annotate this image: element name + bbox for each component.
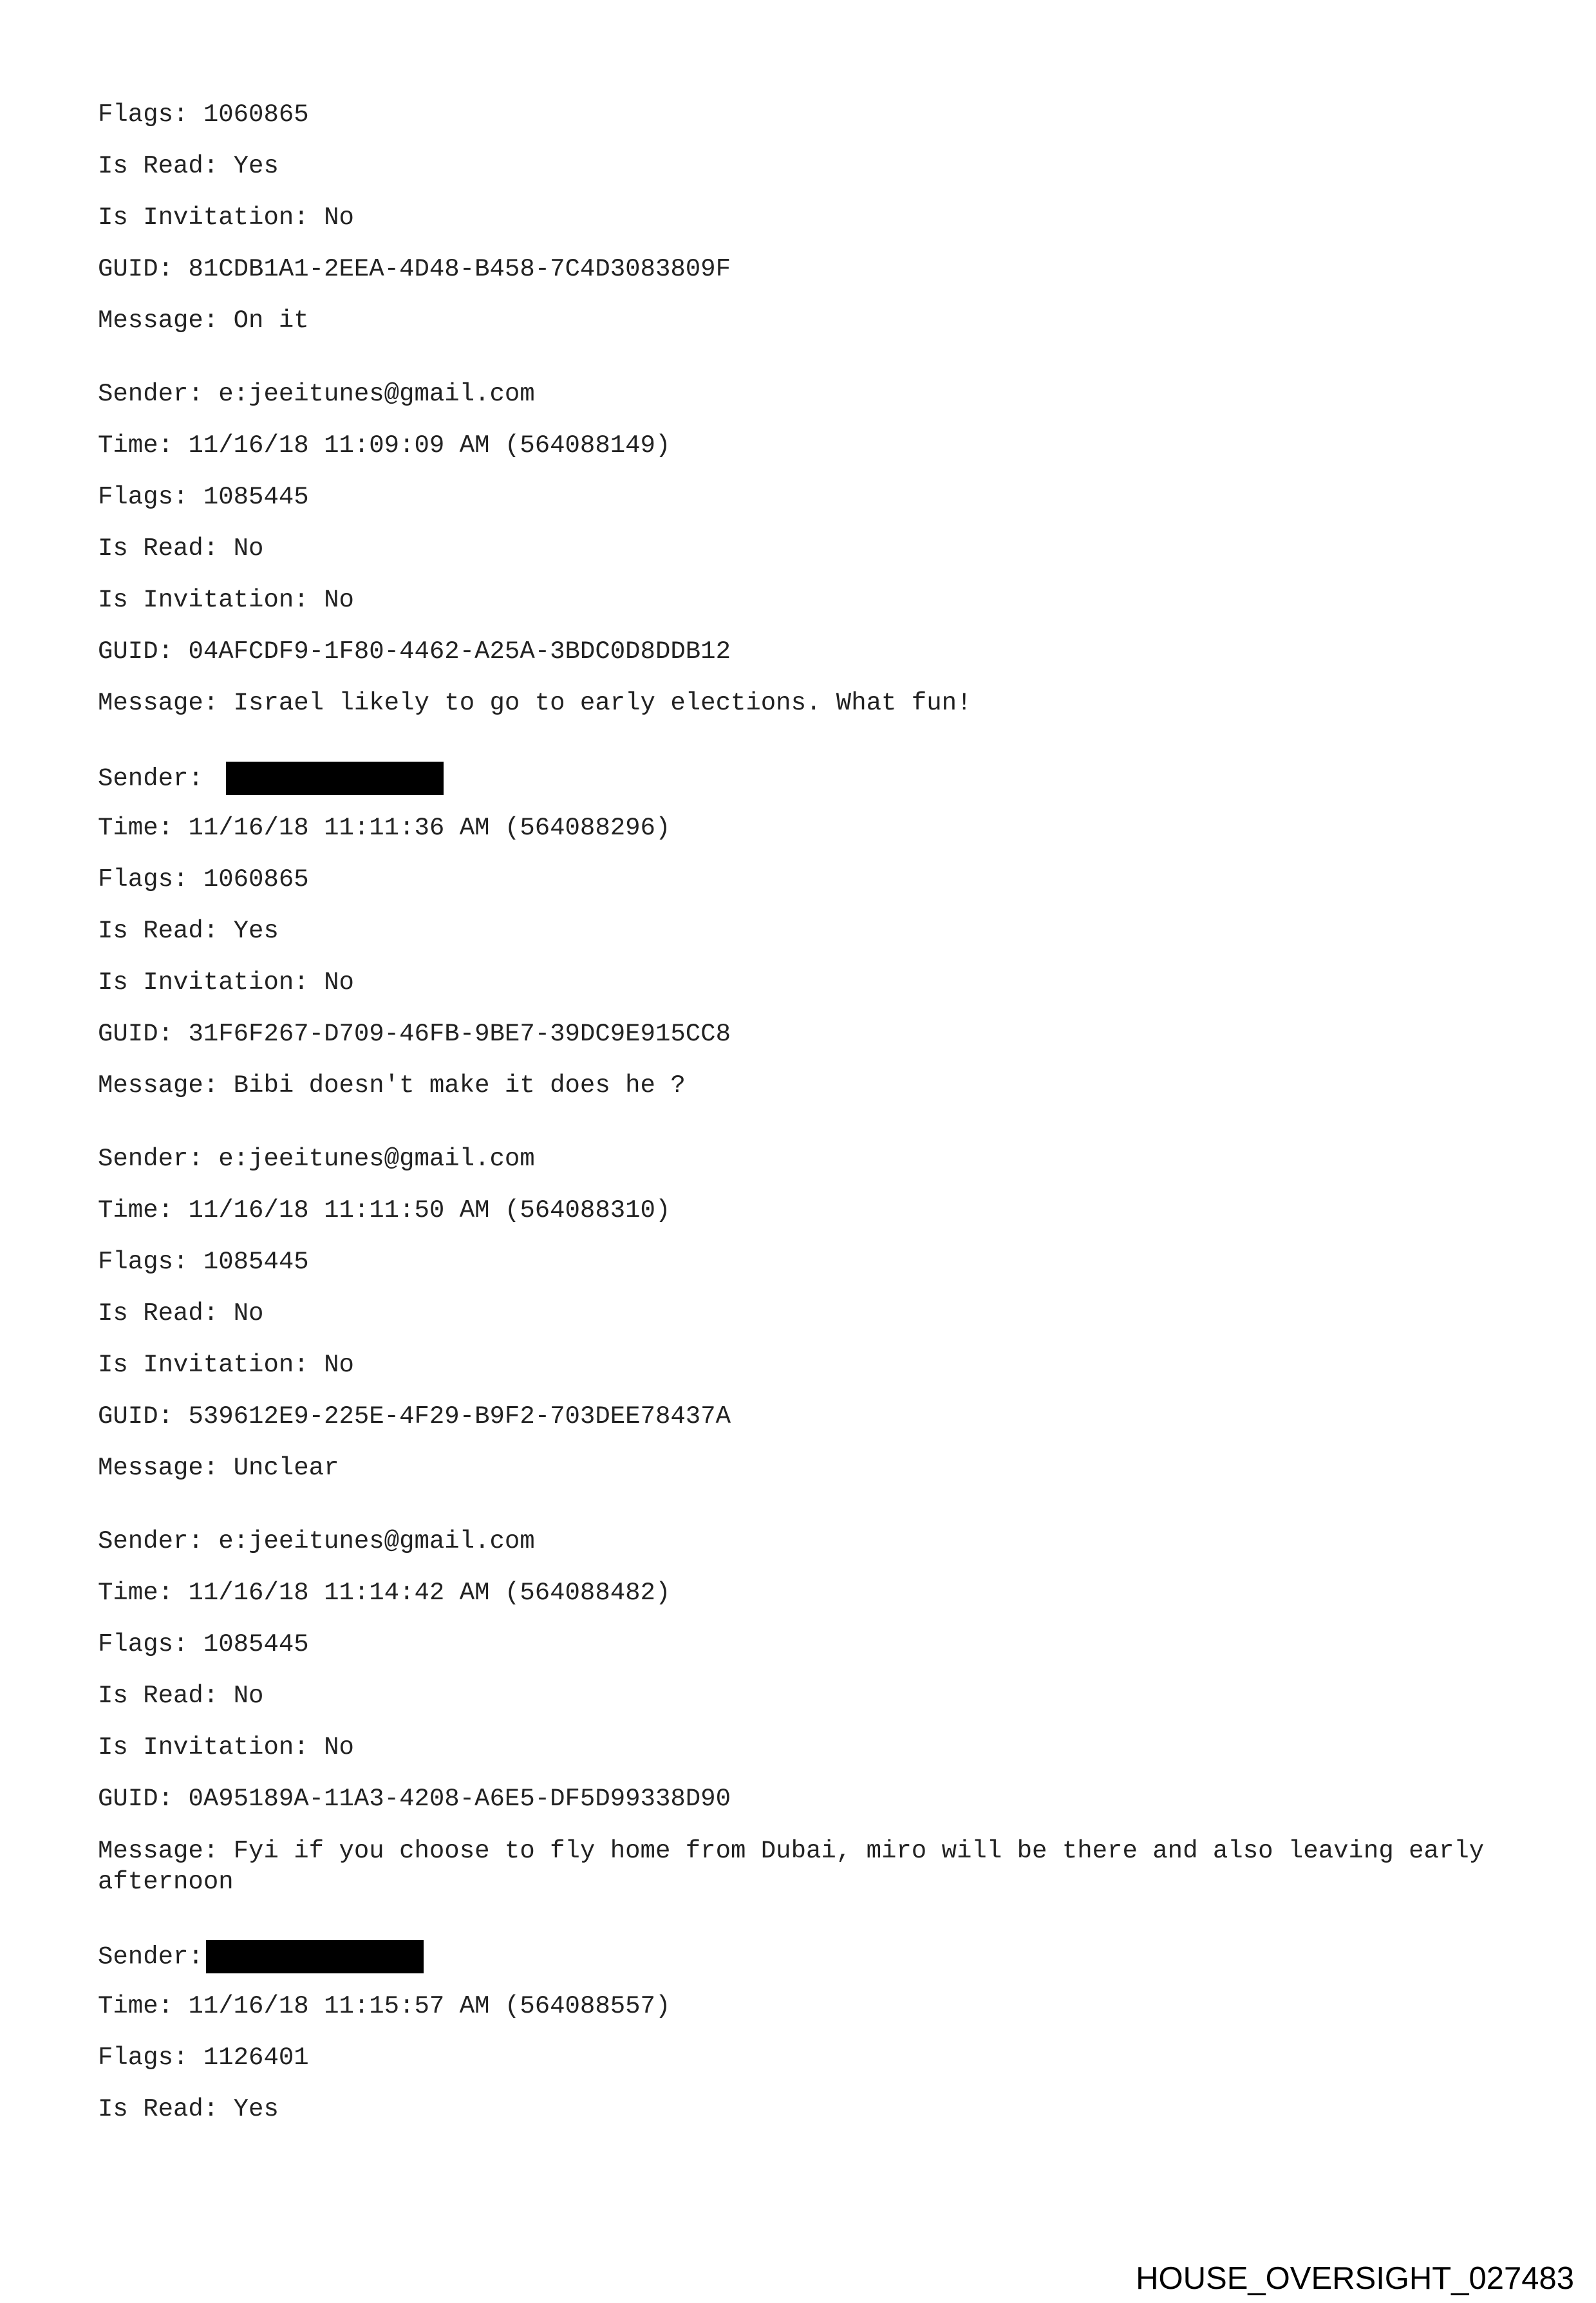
- guid-label: GUID:: [98, 1020, 174, 1048]
- guid-value: 81CDB1A1-2EEA-4D48-B458-7C4D3083809F: [188, 255, 731, 283]
- time-label: Time:: [98, 1992, 174, 2020]
- sender-row: [98, 379, 1514, 431]
- is-read-label: Is Read:: [98, 2095, 219, 2123]
- message-record: [98, 1144, 1514, 1505]
- time-row: [98, 813, 1514, 865]
- time-label: Time:: [98, 431, 174, 460]
- message-value: Unclear: [233, 1454, 339, 1482]
- time-row: [98, 1578, 1514, 1630]
- message-label: Message:: [98, 1071, 219, 1100]
- sender-row: [98, 1940, 1514, 1991]
- flags-label: Flags:: [98, 100, 189, 129]
- flags-row: [98, 1247, 1514, 1299]
- is-read-value: No: [233, 1682, 264, 1710]
- flags-row: [98, 1630, 1514, 1681]
- sender-label: Sender:: [98, 380, 203, 408]
- redaction-box: [206, 1940, 424, 1973]
- sender-row: [98, 762, 1514, 813]
- message-row: [98, 688, 1514, 740]
- is-invitation-value: No: [324, 968, 354, 997]
- time-value: 11/16/18 11:14:42 AM (564088482): [188, 1579, 671, 1607]
- time-value: 11/16/18 11:11:36 AM (564088296): [188, 814, 671, 842]
- is-invitation-value: No: [324, 203, 354, 232]
- message-label: Message:: [98, 1837, 219, 1865]
- time-value: 11/16/18 11:15:57 AM (564088557): [188, 1992, 671, 2020]
- guid-row: [98, 254, 1514, 306]
- guid-value: 31F6F267-D709-46FB-9BE7-39DC9E915CC8: [188, 1020, 731, 1048]
- message-row: [98, 1453, 1514, 1505]
- time-row: [98, 1991, 1514, 2043]
- guid-value: 539612E9-225E-4F29-B9F2-703DEE78437A: [188, 1402, 731, 1431]
- flags-value: 1085445: [203, 1248, 309, 1276]
- message-record: [98, 1940, 1514, 2146]
- is-invitation-label: Is Invitation:: [98, 1733, 309, 1762]
- message-value: Fyi if you choose to fly home from Dubai, miro will be there and also leaving early afternoon: [98, 1837, 1485, 1896]
- sender-label: Sender:: [98, 1145, 203, 1173]
- is-read-row: [98, 916, 1514, 968]
- sender-row: [98, 1527, 1514, 1578]
- is-read-row: [98, 1681, 1514, 1733]
- guid-row: [98, 1402, 1514, 1453]
- flags-label: Flags:: [98, 483, 189, 511]
- time-row: [98, 431, 1514, 482]
- message-row: [98, 306, 1514, 357]
- flags-value: 1060865: [203, 865, 309, 894]
- is-invitation-value: No: [324, 1351, 354, 1379]
- is-read-value: Yes: [233, 152, 279, 180]
- flags-value: 1085445: [203, 483, 309, 511]
- flags-value: 1085445: [203, 1630, 309, 1659]
- message-record: [98, 379, 1514, 740]
- sender-value: e:jeeitunes@gmail.com: [218, 380, 535, 408]
- flags-label: Flags:: [98, 865, 189, 894]
- is-read-value: No: [233, 1299, 264, 1328]
- sender-row: [98, 1144, 1514, 1196]
- is-read-row: [98, 1299, 1514, 1350]
- is-invitation-value: No: [324, 586, 354, 614]
- message-value: Bibi doesn't make it does he ?: [233, 1071, 686, 1100]
- flags-value: 1126401: [203, 2044, 309, 2072]
- is-read-label: Is Read:: [98, 1682, 219, 1710]
- flags-value: 1060865: [203, 100, 309, 129]
- redaction-box: [226, 762, 444, 795]
- is-read-row: [98, 2094, 1514, 2146]
- guid-row: [98, 1019, 1514, 1071]
- sender-value: e:jeeitunes@gmail.com: [218, 1145, 535, 1173]
- message-value: Israel likely to go to early elections. What fun!: [233, 689, 972, 717]
- is-invitation-row: [98, 203, 1514, 254]
- message-record: [98, 100, 1514, 357]
- is-invitation-row: [98, 1733, 1514, 1784]
- sender-label: Sender:: [98, 1942, 203, 1971]
- guid-label: GUID:: [98, 637, 174, 666]
- is-invitation-row: [98, 585, 1514, 637]
- message-row: [98, 1836, 1501, 1918]
- message-label: Message:: [98, 306, 219, 335]
- flags-label: Flags:: [98, 1630, 189, 1659]
- is-read-value: Yes: [233, 917, 279, 945]
- is-read-row: [98, 534, 1514, 585]
- is-invitation-row: [98, 968, 1514, 1019]
- time-value: 11/16/18 11:11:50 AM (564088310): [188, 1196, 671, 1225]
- message-value: On it: [233, 306, 309, 335]
- sender-value: e:jeeitunes@gmail.com: [218, 1527, 535, 1556]
- time-label: Time:: [98, 1579, 174, 1607]
- guid-label: GUID:: [98, 255, 174, 283]
- time-value: 11/16/18 11:09:09 AM (564088149): [188, 431, 671, 460]
- guid-label: GUID:: [98, 1785, 174, 1813]
- flags-label: Flags:: [98, 2044, 189, 2072]
- is-invitation-value: No: [324, 1733, 354, 1762]
- flags-row: [98, 482, 1514, 534]
- bates-number: HOUSE_OVERSIGHT_027483: [1136, 2261, 1574, 2296]
- guid-row: [98, 1784, 1514, 1836]
- guid-row: [98, 637, 1514, 688]
- is-read-label: Is Read:: [98, 152, 219, 180]
- guid-label: GUID:: [98, 1402, 174, 1431]
- sender-label: Sender:: [98, 1527, 203, 1556]
- is-invitation-label: Is Invitation:: [98, 968, 309, 997]
- flags-row: [98, 865, 1514, 916]
- is-read-label: Is Read:: [98, 534, 219, 563]
- time-label: Time:: [98, 1196, 174, 1225]
- is-invitation-label: Is Invitation:: [98, 586, 309, 614]
- message-label: Message:: [98, 1454, 219, 1482]
- guid-value: 0A95189A-11A3-4208-A6E5-DF5D99338D90: [188, 1785, 731, 1813]
- is-read-row: [98, 151, 1514, 203]
- flags-row: [98, 2043, 1514, 2094]
- is-invitation-row: [98, 1350, 1514, 1402]
- message-row: [98, 1071, 1514, 1122]
- flags-label: Flags:: [98, 1248, 189, 1276]
- is-read-value: No: [233, 534, 264, 563]
- is-invitation-label: Is Invitation:: [98, 1351, 309, 1379]
- time-label: Time:: [98, 814, 174, 842]
- is-read-value: Yes: [233, 2095, 279, 2123]
- message-record: [98, 1527, 1514, 1918]
- flags-row: [98, 100, 1514, 151]
- guid-value: 04AFCDF9-1F80-4462-A25A-3BDC0D8DDB12: [188, 637, 731, 666]
- message-label: Message:: [98, 689, 219, 717]
- is-invitation-label: Is Invitation:: [98, 203, 309, 232]
- is-read-label: Is Read:: [98, 917, 219, 945]
- sender-label: Sender:: [98, 764, 203, 793]
- time-row: [98, 1196, 1514, 1247]
- message-log: [98, 100, 1514, 2146]
- message-record: [98, 762, 1514, 1122]
- is-read-label: Is Read:: [98, 1299, 219, 1328]
